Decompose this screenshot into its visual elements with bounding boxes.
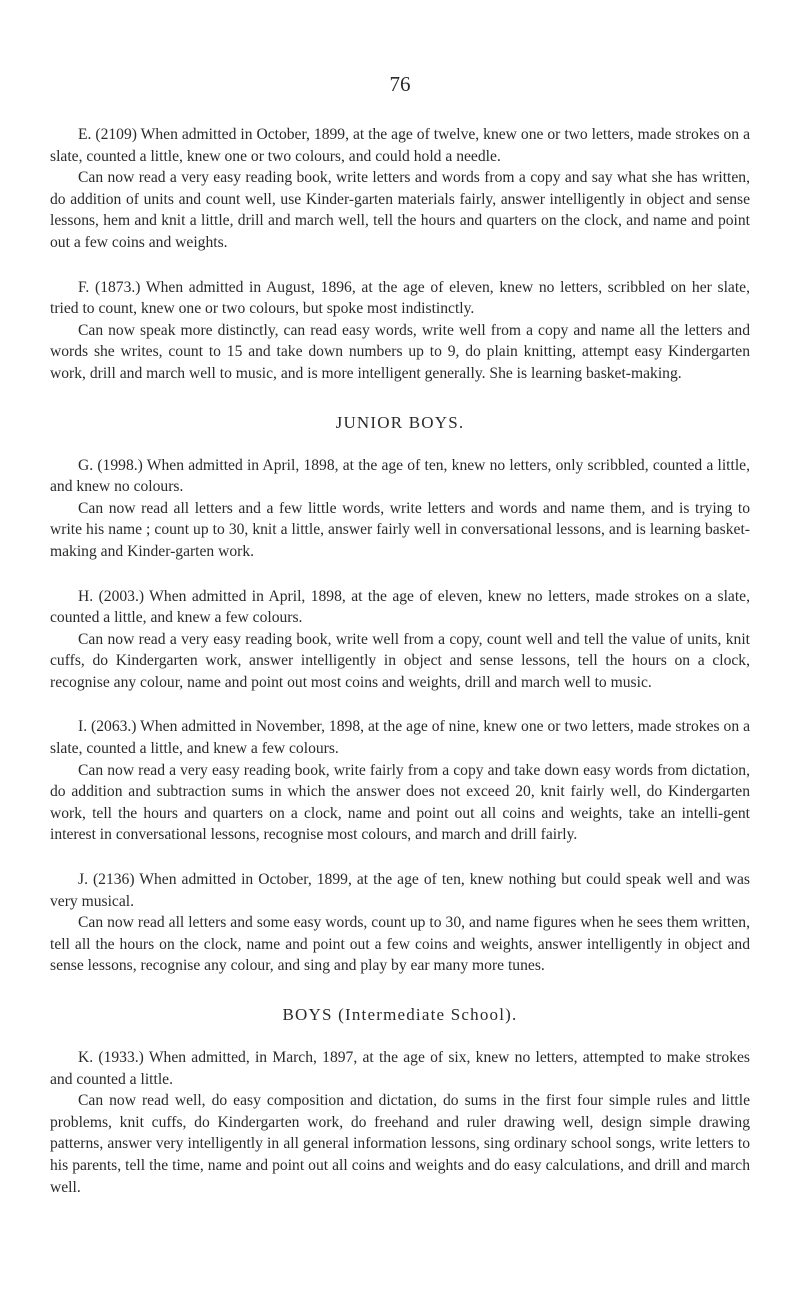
case-admission-text: E. (2109) When admitted in October, 1899, at the age of twelve, knew one or two letters, made strokes on a slate, counted a little, knew one or two colours, and could hold a needle. xyxy=(50,126,750,165)
case-progress-text: Can now read all letters and a few little words, write letters and words and name them, and is trying to write his name ; count up to 30, knit a little, answer fairly well in conversational lessons, and is learning basket-making and Kinder-garten work. xyxy=(50,499,750,560)
case-admission-text: I. (2063.) When admitted in November, 1898, at the age of nine, knew one or two letters, made strokes on a slate, counted a little, and knew a few colours. xyxy=(50,718,750,758)
case-progress-text: Can now read a very easy reading book, write letters and words from a copy and say what she has written, do addition of units and count well, use Kinder-garten materials fairly, answer intelligently in object and sense lessons, hem and knit a little, drill and march well, tell the hours and quarters on the clock, and name and point out a few coins and weights. xyxy=(50,169,750,251)
case-admission-text: G. (1998.) When admitted in April, 1898, at the age of ten, knew no letters, only scribbled, counted a little, and knew no colours. xyxy=(50,456,750,496)
case-entry-e xyxy=(50,124,750,254)
page-number: 76 xyxy=(389,72,411,96)
case-progress-text: Can now read a very easy reading book, write fairly from a copy and take down easy words from dictation, do addition and subtraction sums in which the answer does not exceed 20, knit fairly well, do Kindergarten work, tell the hours and quarters on a clock, name and point out all coins and weights, take an intelli-gent interest in conversational lessons, recognise most colours, and march and drill fairly. xyxy=(50,761,750,844)
case-entry-k xyxy=(50,1047,750,1198)
case-admission-text: H. (2003.) When admitted in April, 1898, at the age of eleven, knew no letters, made strokes on a slate, counted a little, and knew a few colours. xyxy=(50,587,750,627)
section-heading-junior-boys: JUNIOR BOYS. xyxy=(335,412,465,432)
intermediate-boys-section xyxy=(50,1047,750,1198)
case-progress-text: Can now read well, do easy composition and dictation, do sums in the first four simple rules and little problems, knit cuffs, do Kindergarten work, do freehand and ruler drawing well, design simple drawing patterns, answer very intelligently in all general information lessons, sing ordinary school songs, write letters to his parents, tell the time, name and point out all coins and weights and do easy calculations, and drill and march well. xyxy=(50,1092,750,1196)
case-progress-text: Can now read all letters and some easy words, count up to 30, and name figures when he sees them written, tell all the hours on the clock, name and point out a few coins and weights, answer intelligently in object and sense lessons, recognise any colour, and sing and play by ear many more tunes. xyxy=(50,914,750,975)
case-entry-h xyxy=(50,586,750,694)
case-progress-text: Can now read a very easy reading book, write well from a copy, count well and tell the value of units, knit cuffs, do Kindergarten work, answer intelligently in object and sense lessons, tell the hours on a clock, recognise any colour, name and point out most coins and weights, drill and march well to music. xyxy=(50,630,750,691)
case-entry-j xyxy=(50,869,750,977)
case-admission-text: J. (2136) When admitted in October, 1899, at the age of ten, knew nothing but could speak well and was very musical. xyxy=(50,871,750,910)
junior-boys-section xyxy=(50,455,750,977)
case-entry-i xyxy=(50,716,750,846)
section-heading-intermediate-boys: BOYS (Intermediate School). xyxy=(282,1005,518,1024)
case-entry-g xyxy=(50,455,750,563)
case-progress-text: Can now speak more distinctly, can read easy words, write well from a copy and name all the letters and words she writes, count to 15 and take down numbers up to 9, do plain knitting, attempt easy Kindergarten work, drill and march well to music, and is more intelligent generally. She is learning basket-making. xyxy=(50,321,750,382)
case-admission-text: K. (1933.) When admitted, in March, 1897, at the age of six, knew no letters, attempted to make strokes and counted a little. xyxy=(50,1049,750,1088)
case-admission-text: F. (1873.) When admitted in August, 1896, at the age of eleven, knew no letters, scribbled on her slate, tried to count, knew one or two colours, but spoke most indistinctly. xyxy=(50,278,750,318)
girls-section xyxy=(50,124,750,385)
case-entry-f xyxy=(50,277,750,385)
